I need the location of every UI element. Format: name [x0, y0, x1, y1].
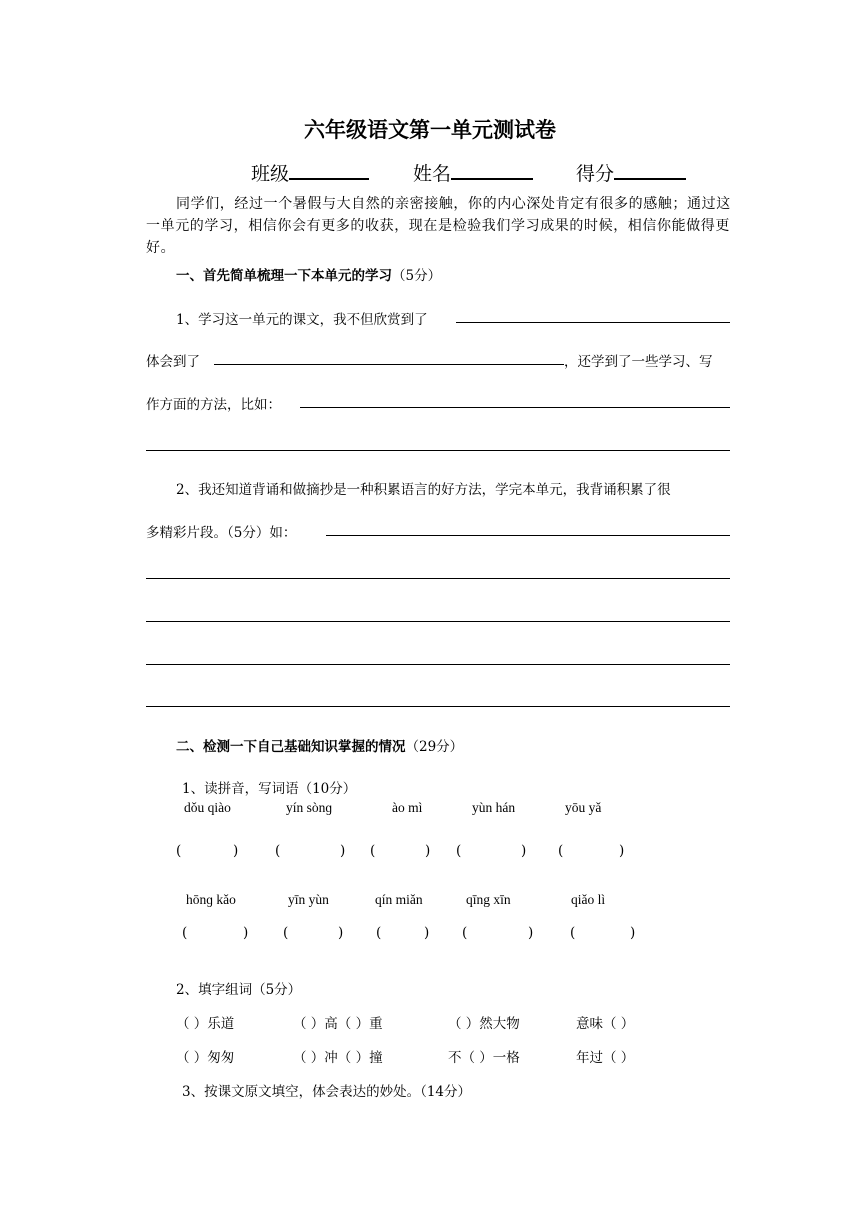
name-field [413, 159, 533, 186]
intro-paragraph [146, 193, 734, 259]
answer-paren-close: ) [233, 843, 239, 859]
class-label: 班级 [251, 163, 290, 185]
pinyin-item: qiǎo lì [571, 892, 606, 907]
s1-q1-line-c: 作方面的方法，比如： [146, 397, 281, 413]
s1-q1-blank-d[interactable] [146, 450, 730, 451]
fill-item: （ ）匆匆 [176, 1050, 235, 1066]
section1-heading [176, 264, 441, 284]
section1-heading-text: 一、首先简单梳理一下本单元的学习 [176, 268, 392, 284]
pinyin-item: hōnɡ kǎo [186, 892, 236, 907]
s1-q2-blank-a[interactable] [326, 535, 730, 536]
fill-item: （ ）然大物 [448, 1016, 520, 1032]
s1-q1-blank-c[interactable] [300, 407, 730, 408]
pinyin-item: yīn yùn [288, 892, 329, 907]
section2-heading [176, 735, 463, 755]
fill-item: 意味（ ） [576, 1016, 635, 1032]
s1-q1-line-b-tail: ，还学到了一些学习、写 [564, 354, 713, 370]
class-blank[interactable] [289, 161, 369, 180]
answer-paren-open: ( [176, 843, 182, 859]
answer-paren-close: ) [619, 843, 625, 859]
name-label: 姓名 [413, 163, 452, 185]
s1-q1-blank-b[interactable] [214, 364, 564, 365]
answer-paren-close: ) [630, 925, 636, 941]
s2-q2-title: 2、填字组词（5分） [176, 982, 302, 998]
s1-q2-blank-c[interactable] [146, 621, 730, 622]
pinyin-item: yín sònɡ [286, 800, 333, 815]
fill-item: （ ）高（ ）重 [293, 1016, 383, 1032]
name-blank[interactable] [451, 161, 533, 180]
answer-paren-close: ) [528, 925, 534, 941]
score-blank[interactable] [614, 161, 686, 180]
intro-text: 同学们，经过一个暑假与大自然的亲密接触，你的内心深处肯定有很多的感触；通过这一单元的学习，相信你会有更多的收获，现在是检验我们学习成果的时候，相信你能做得更好。 [146, 196, 731, 256]
page-title: 六年级语文第一单元测试卷 [304, 118, 556, 142]
section1-points: （5分） [392, 268, 442, 284]
answer-paren-open: ( [182, 925, 188, 941]
pinyin-item: yùn hán [472, 800, 516, 815]
fill-item: 年过（ ） [576, 1050, 635, 1066]
answer-paren-open: ( [275, 843, 281, 859]
score-label: 得分 [576, 163, 615, 185]
s1-q1-line-b: 体会到了 [146, 354, 200, 370]
s1-q2-blank-e[interactable] [146, 706, 730, 707]
answer-paren-open: ( [456, 843, 462, 859]
class-field [251, 159, 369, 186]
answer-paren-open: ( [376, 925, 382, 941]
answer-paren-open: ( [570, 925, 576, 941]
answer-paren-open: ( [370, 843, 376, 859]
answer-paren-open: ( [283, 925, 289, 941]
answer-paren-open: ( [558, 843, 564, 859]
score-field [576, 159, 686, 186]
answer-paren-open: ( [462, 925, 468, 941]
s1-q1-line-a: 1、学习这一单元的课文，我不但欣赏到了 [176, 312, 428, 328]
pinyin-item: dǒu qiào [184, 800, 231, 815]
section2-points: （29分） [405, 739, 464, 755]
answer-paren-close: ) [425, 843, 431, 859]
pinyin-item: ào mì [392, 800, 423, 815]
fill-item: （ ）冲（ ）撞 [293, 1050, 383, 1066]
s2-q1-title: 1、读拼音，写词语（10分） [182, 781, 357, 797]
answer-paren-close: ) [243, 925, 249, 941]
section2-heading-text: 二、检测一下自己基础知识掌握的情况 [176, 739, 406, 755]
fill-item: 不（ ）一格 [448, 1050, 520, 1066]
pinyin-item: yōu yǎ [565, 800, 602, 815]
answer-paren-close: ) [424, 925, 430, 941]
answer-paren-close: ) [338, 925, 344, 941]
s2-q3-title: 3、按课文原文填空，体会表达的妙处。（14分） [182, 1084, 472, 1100]
s1-q1-blank-a[interactable] [456, 322, 730, 323]
fill-item: （ ）乐道 [176, 1016, 235, 1032]
answer-paren-close: ) [340, 843, 346, 859]
s1-q2-blank-b[interactable] [146, 578, 730, 579]
answer-paren-close: ) [521, 843, 527, 859]
pinyin-item: qín miǎn [375, 892, 423, 907]
s1-q2-blank-d[interactable] [146, 664, 730, 665]
s1-q2-line-a: 2、我还知道背诵和做摘抄是一种积累语言的好方法，学完本单元，我背诵积累了很 [176, 482, 671, 498]
pinyin-item: qīng xīn [466, 892, 511, 907]
s1-q2-line-b: 多精彩片段。（5分）如： [146, 525, 297, 541]
